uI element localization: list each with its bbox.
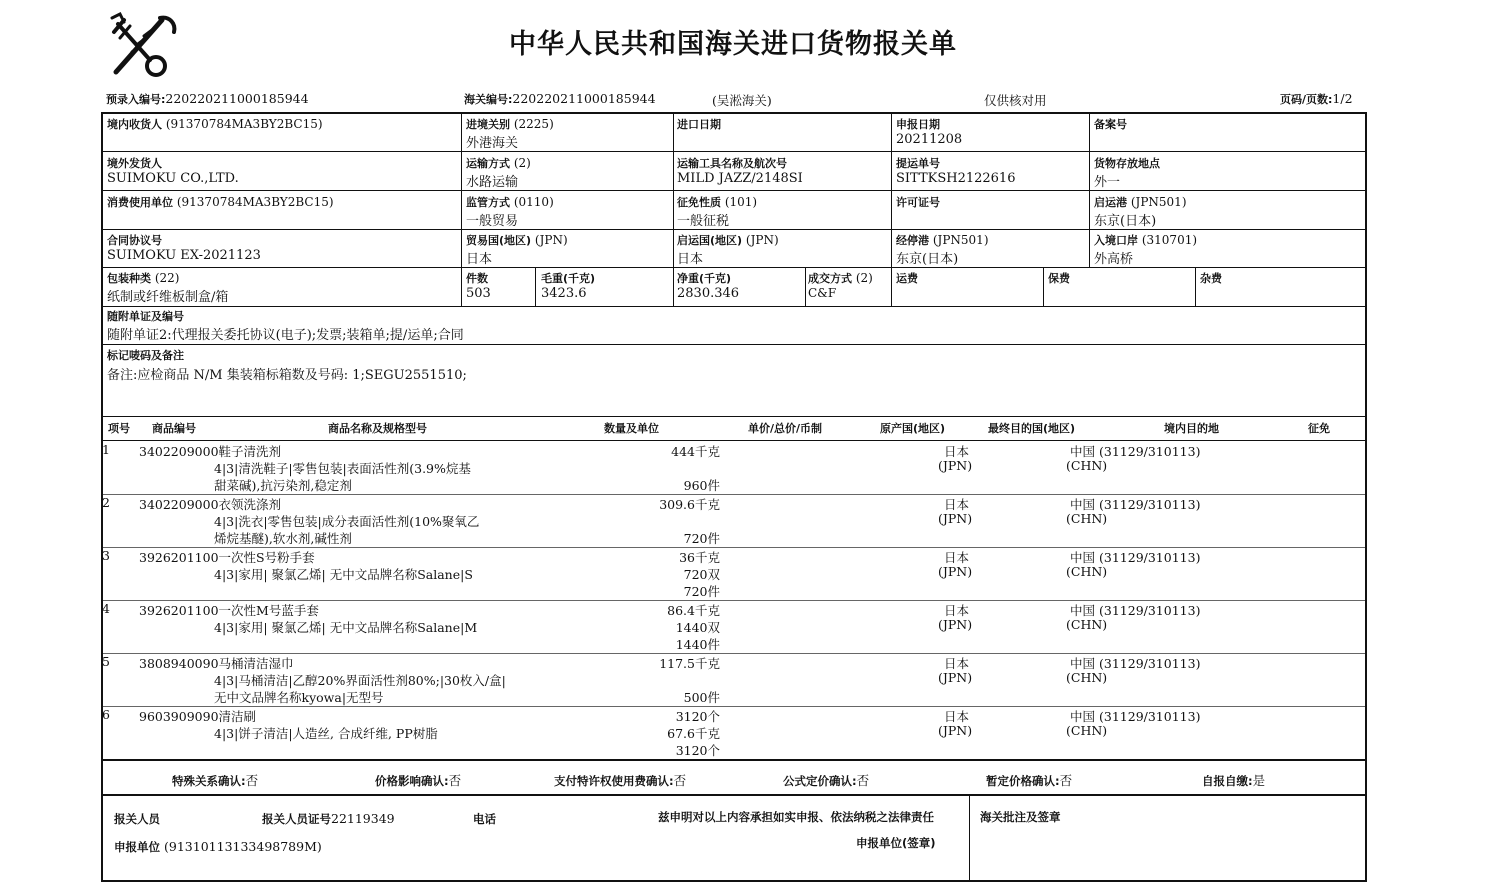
net-weight-value: 2830.346 [677,286,740,301]
levy-value: 一般征税 [677,214,730,229]
origin-country-label: 启运国(地区) (JPN) [677,233,779,247]
item-code-name: 3402209000衣领洗涤剂 [139,497,282,512]
license-label: 许可证号 [896,196,940,209]
col-dest: 最终目的国(地区) [988,422,1076,435]
col-domestic: 境内目的地 [1164,422,1219,435]
page-indicator: 页码/页数:1/2 [1280,91,1353,106]
price-impact-confirm: 价格影响确认:否 [375,773,462,788]
item-code-name: 3926201100一次性M号蓝手套 [139,603,319,618]
supervision-label: 监管方式 (0110) [466,195,554,209]
docs-label: 随附单证及编号 [107,310,184,323]
declaring-unit: 申报单位 (91310113133498789M) [114,839,322,854]
entry-place-value: 外高桥 [1094,252,1134,267]
declarant-label: 报关人员 [114,812,160,826]
item-code-name: 9603909090清洁刷 [139,709,257,724]
decl-date-value: 20211208 [896,132,963,147]
contract-value: SUIMOKU EX-2021123 [107,248,261,263]
entry-port-value: 外港海关 [466,136,519,151]
provisional-price-confirm: 暂定价格确认:否 [986,773,1073,788]
trade-country-value: 日本 [466,252,493,267]
col-no: 项号 [108,422,130,435]
deal-mode-value: C&F [808,286,837,300]
vessel-value: MILD JAZZ/2148SI [677,171,803,186]
package-label: 包装种类 (22) [107,271,180,285]
levy-label: 征免性质 (101) [677,195,758,209]
transit-port-label: 经停港 (JPN501) [896,233,989,247]
freight-label: 运费 [896,272,918,285]
col-origin: 原产国(地区) [880,422,946,435]
royalty-confirm: 支付特许权使用费确认:否 [554,773,687,788]
item-code-name: 3808940090马桶清洁湿巾 [139,656,294,671]
shipper-label: 境外发货人 [107,157,162,170]
decl-date-label: 申报日期 [896,118,940,131]
item-code-name: 3402209000鞋子清洗剂 [139,444,282,459]
phone-label: 电话 [473,812,496,826]
formula-price-confirm: 公式定价确认:否 [783,773,870,788]
entry-place-label: 入境口岸 (310701) [1094,233,1198,247]
gross-weight-label: 毛重(千克) [541,272,596,285]
import-date-label: 进口日期 [677,118,721,131]
deal-mode-label: 成交方式 (2) [808,271,873,285]
storage-value: 外一 [1094,175,1121,190]
misc-fee-label: 杂费 [1200,272,1222,285]
self-payment-confirm: 自报自缴:是 [1202,773,1266,788]
customs-seal-label: 海关批注及签章 [980,810,1061,824]
trade-country-label: 贸易国(地区) (JPN) [466,233,568,247]
net-weight-label: 净重(千克) [677,272,732,285]
record-no-label: 备案号 [1094,118,1127,131]
package-value: 纸制或纤维板制盒/箱 [107,290,229,305]
docs-value: 随附单证2:代理报关委托协议(电子);发票;装箱单;提/运单;合同 [107,328,464,343]
col-qty: 数量及单位 [604,422,659,435]
declarant-cert: 报关人员证号22119349 [262,811,395,826]
depart-port-value: 东京(日本) [1094,214,1157,229]
insurance-label: 保费 [1048,272,1070,285]
vessel-label: 运输工具名称及航次号 [677,157,787,170]
depart-port-label: 启运港 (JPN501) [1094,195,1187,209]
legal-statement: 兹申明对以上内容承担如实申报、依法纳税之法律责任 [658,810,934,824]
transit-port-value: 东京(日本) [896,252,959,267]
gross-weight-value: 3423.6 [541,286,587,301]
customs-number: 海关编号:220220211000185944 [464,91,656,106]
pieces-value: 503 [466,286,491,301]
transport-value: 水路运输 [466,175,519,190]
marks-value: 备注:应检商品 N/M 集装箱标箱数及号码: 1;SEGU2551510; [107,368,467,383]
bl-label: 提运单号 [896,157,940,170]
contract-label: 合同协议号 [107,234,162,247]
special-relation-confirm: 特殊关系确认:否 [172,773,259,788]
pieces-label: 件数 [466,272,488,285]
entry-port-label: 进境关别 (2225) [466,117,554,131]
consumer-field: 消费使用单位 (91370784MA3BY2BC15) [107,195,334,209]
supervision-value: 一般贸易 [466,214,519,229]
bl-value: SITTKSH2122616 [896,171,1016,186]
storage-label: 货物存放地点 [1094,157,1160,170]
declaring-unit-seal: 申报单位(签章) [856,836,936,850]
col-exempt: 征免 [1308,422,1330,435]
col-price: 单价/总价/币制 [748,422,823,435]
shipper-value: SUIMOKU CO.,LTD. [107,171,239,186]
item-code-name: 3926201100一次性S号粉手套 [139,550,315,565]
col-name: 商品名称及规格型号 [328,422,427,435]
verify-note: 仅供核对用 [984,93,1047,108]
pre-entry-number: 预录入编号:220220211000185944 [106,91,309,106]
page-title: 中华人民共和国海关进口货物报关单 [509,29,957,60]
origin-country-value: 日本 [677,252,704,267]
transport-label: 运输方式 (2) [466,156,531,170]
marks-label: 标记唛码及备注 [107,349,184,362]
customs-office: (吴淞海关) [712,93,772,108]
col-code: 商品编号 [152,422,196,435]
consignee-field: 境内收货人 (91370784MA3BY2BC15) [107,117,323,131]
